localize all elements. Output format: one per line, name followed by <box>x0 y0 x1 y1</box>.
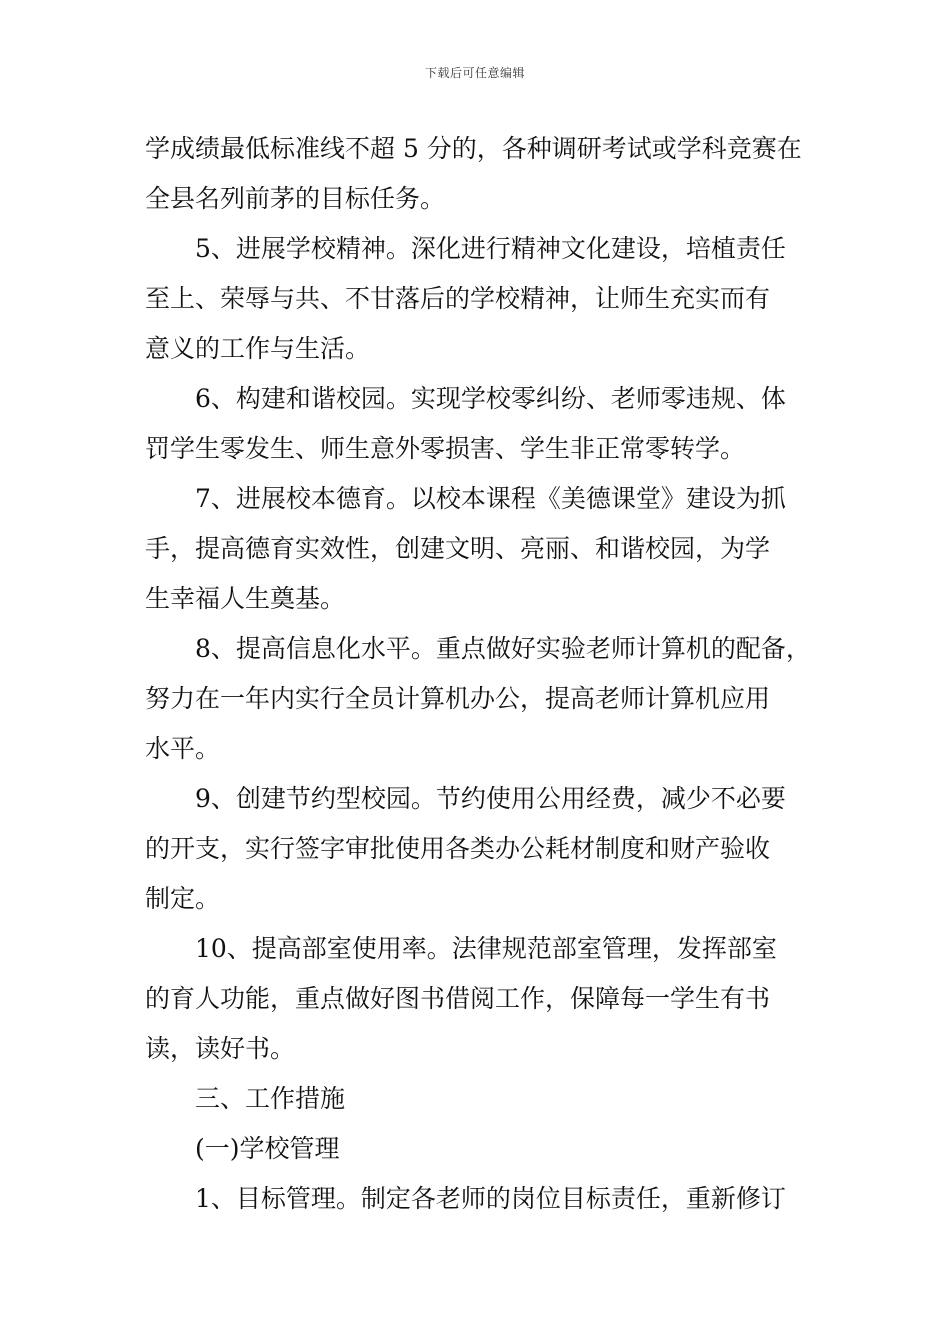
text-line: 的开支，实行签字审批使用各类办公耗材制度和财产验收 <box>145 834 771 863</box>
text-line: 学成绩最低标准线不超 5 分的，各种调研考试或学科竞赛在 <box>145 134 802 163</box>
section-heading-3: 三、工作措施 <box>195 1084 346 1113</box>
text-line: 的育人功能，重点做好图书借阅工作，保障每一学生有书 <box>145 984 771 1013</box>
text-line: 至上、荣辱与共、不甘落后的学校精神，让师生充实而有 <box>145 284 771 313</box>
subsection-heading-1: (一)学校管理 <box>195 1134 340 1163</box>
paragraph-8-start: 8、提高信息化水平。重点做好实验老师计算机的配备， <box>195 634 811 663</box>
paragraph-5-start: 5、进展学校精神。深化进行精神文化建设，培植责任 <box>195 234 786 263</box>
text-line: 罚学生零发生、师生意外零损害、学生非正常零转学。 <box>145 434 746 463</box>
text-line: 努力在一年内实行全员计算机办公，提高老师计算机应用 <box>145 684 771 713</box>
paragraph-6-start: 6、构建和谐校园。实现学校零纠纷、老师零违规、体 <box>195 384 786 413</box>
paragraph-9-start: 9、创建节约型校园。节约使用公用经费，减少不必要 <box>195 784 786 813</box>
paragraph-10-start: 10、提高部室使用率。法律规范部室管理，发挥部室 <box>195 934 777 963</box>
text-line: 制定。 <box>145 884 221 913</box>
text-line: 水平。 <box>145 734 221 763</box>
text-line: 生幸福人生奠基。 <box>145 584 346 613</box>
text-line: 全县名列前茅的目标任务。 <box>145 184 446 213</box>
paragraph-1-start: 1、目标管理。制定各老师的岗位目标责任，重新修订 <box>195 1184 786 1213</box>
page-header: 下载后可任意编辑 <box>424 66 525 80</box>
paragraph-7-start: 7、进展校本德育。以校本课程《美德课堂》建设为抓 <box>195 484 786 513</box>
text-line: 意义的工作与生活。 <box>145 334 371 363</box>
text-line: 读，读好书。 <box>145 1034 296 1063</box>
text-line: 手，提高德育实效性，创建文明、亮丽、和谐校园，为学 <box>145 534 771 563</box>
